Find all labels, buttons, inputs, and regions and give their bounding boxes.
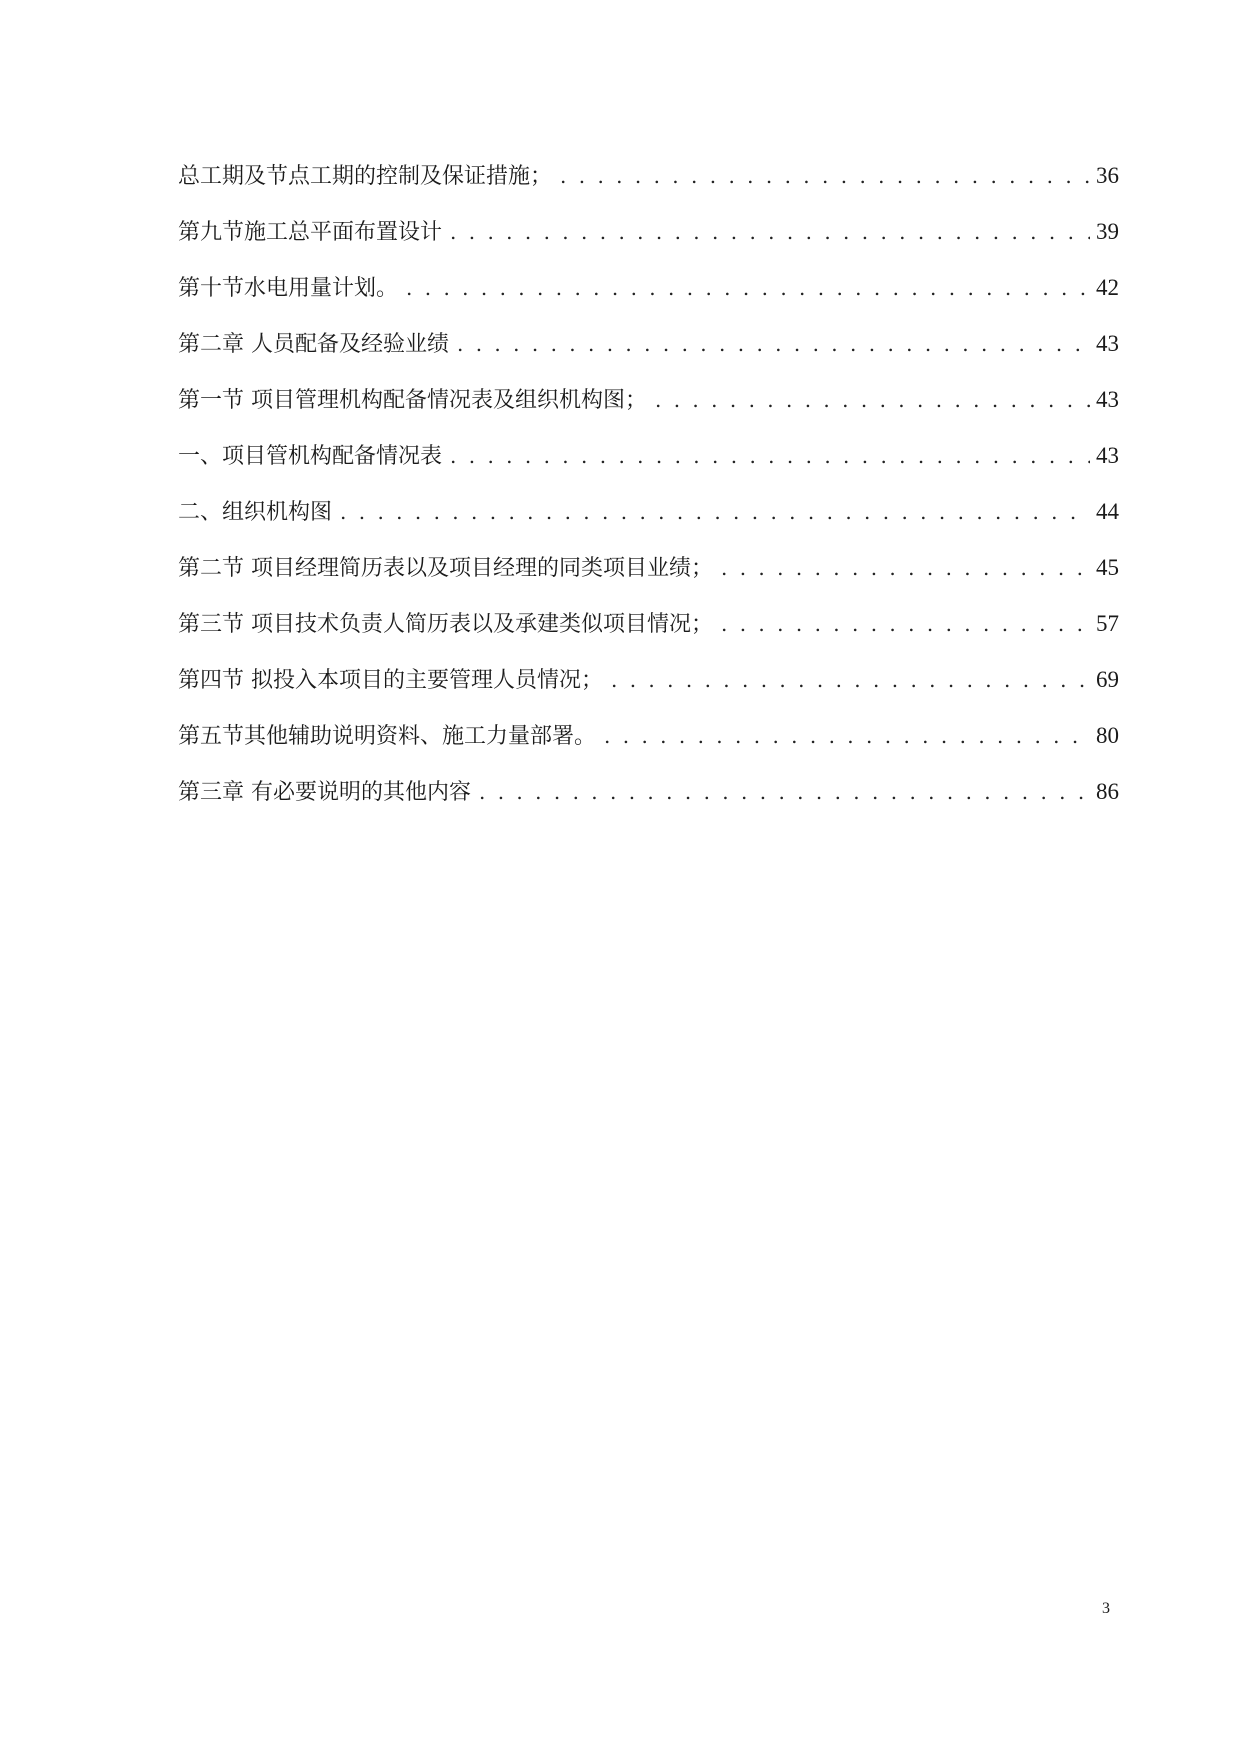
page-number: 3 (1102, 1600, 1110, 1617)
toc-entry-title: 一、项目管机构配备情况表 (178, 444, 443, 469)
toc-entry[interactable] (178, 776, 1119, 832)
toc-entry-page: 69 (1096, 667, 1119, 692)
toc-entry-title: 第四节 拟投入本项目的主要管理人员情况； (178, 668, 603, 693)
toc-dot-leader (721, 608, 1090, 640)
toc-entry-title: 第三节 项目技术负责人简历表以及承建类似项目情况； (178, 612, 713, 637)
toc-entry-page: 42 (1096, 275, 1119, 300)
toc-entry-page: 57 (1096, 611, 1119, 636)
toc-entry[interactable] (178, 440, 1119, 496)
toc-entry-page: 43 (1096, 387, 1119, 412)
toc-entry-title: 总工期及节点工期的控制及保证措施； (178, 164, 553, 189)
toc-entry-title: 第五节其他辅助说明资料、施工力量部署。 (178, 724, 597, 749)
table-of-contents (178, 160, 1119, 832)
toc-entry-title: 第十节水电用量计划。 (178, 276, 399, 301)
toc-entry-page: 43 (1096, 331, 1119, 356)
toc-entry-title: 第二节 项目经理简历表以及项目经理的同类项目业绩； (178, 556, 713, 581)
toc-dot-leader (450, 440, 1090, 472)
toc-entry-page: 80 (1096, 723, 1119, 748)
toc-entry-title: 第三章 有必要说明的其他内容 (178, 780, 471, 805)
toc-dot-leader (340, 496, 1090, 528)
toc-entry-page: 44 (1096, 499, 1119, 524)
toc-entry-page: 39 (1096, 219, 1119, 244)
toc-entry-title: 第二章 人员配备及经验业绩 (178, 332, 449, 357)
toc-entry-page: 86 (1096, 779, 1119, 804)
toc-entry-page: 43 (1096, 443, 1119, 468)
toc-dot-leader (560, 160, 1090, 192)
toc-entry[interactable] (178, 552, 1119, 608)
toc-entry-title: 第一节 项目管理机构配备情况表及组织机构图； (178, 388, 647, 413)
toc-entry[interactable] (178, 216, 1119, 272)
toc-entry-page: 36 (1096, 163, 1119, 188)
toc-dot-leader (450, 216, 1090, 248)
toc-entry[interactable] (178, 160, 1119, 216)
toc-entry-title: 第九节施工总平面布置设计 (178, 220, 443, 245)
toc-entry[interactable] (178, 328, 1119, 384)
toc-entry[interactable] (178, 384, 1119, 440)
toc-entry[interactable] (178, 664, 1119, 720)
toc-entry[interactable] (178, 496, 1119, 552)
toc-dot-leader (721, 552, 1090, 584)
toc-dot-leader (655, 384, 1090, 416)
toc-entry-page: 45 (1096, 555, 1119, 580)
toc-entry-title: 二、组织机构图 (178, 500, 333, 525)
toc-dot-leader (479, 776, 1090, 808)
toc-dot-leader (611, 664, 1090, 696)
toc-entry[interactable] (178, 272, 1119, 328)
toc-entry[interactable] (178, 720, 1119, 776)
toc-dot-leader (457, 328, 1090, 360)
toc-entry[interactable] (178, 608, 1119, 664)
toc-dot-leader (604, 720, 1090, 752)
toc-dot-leader (406, 272, 1090, 304)
